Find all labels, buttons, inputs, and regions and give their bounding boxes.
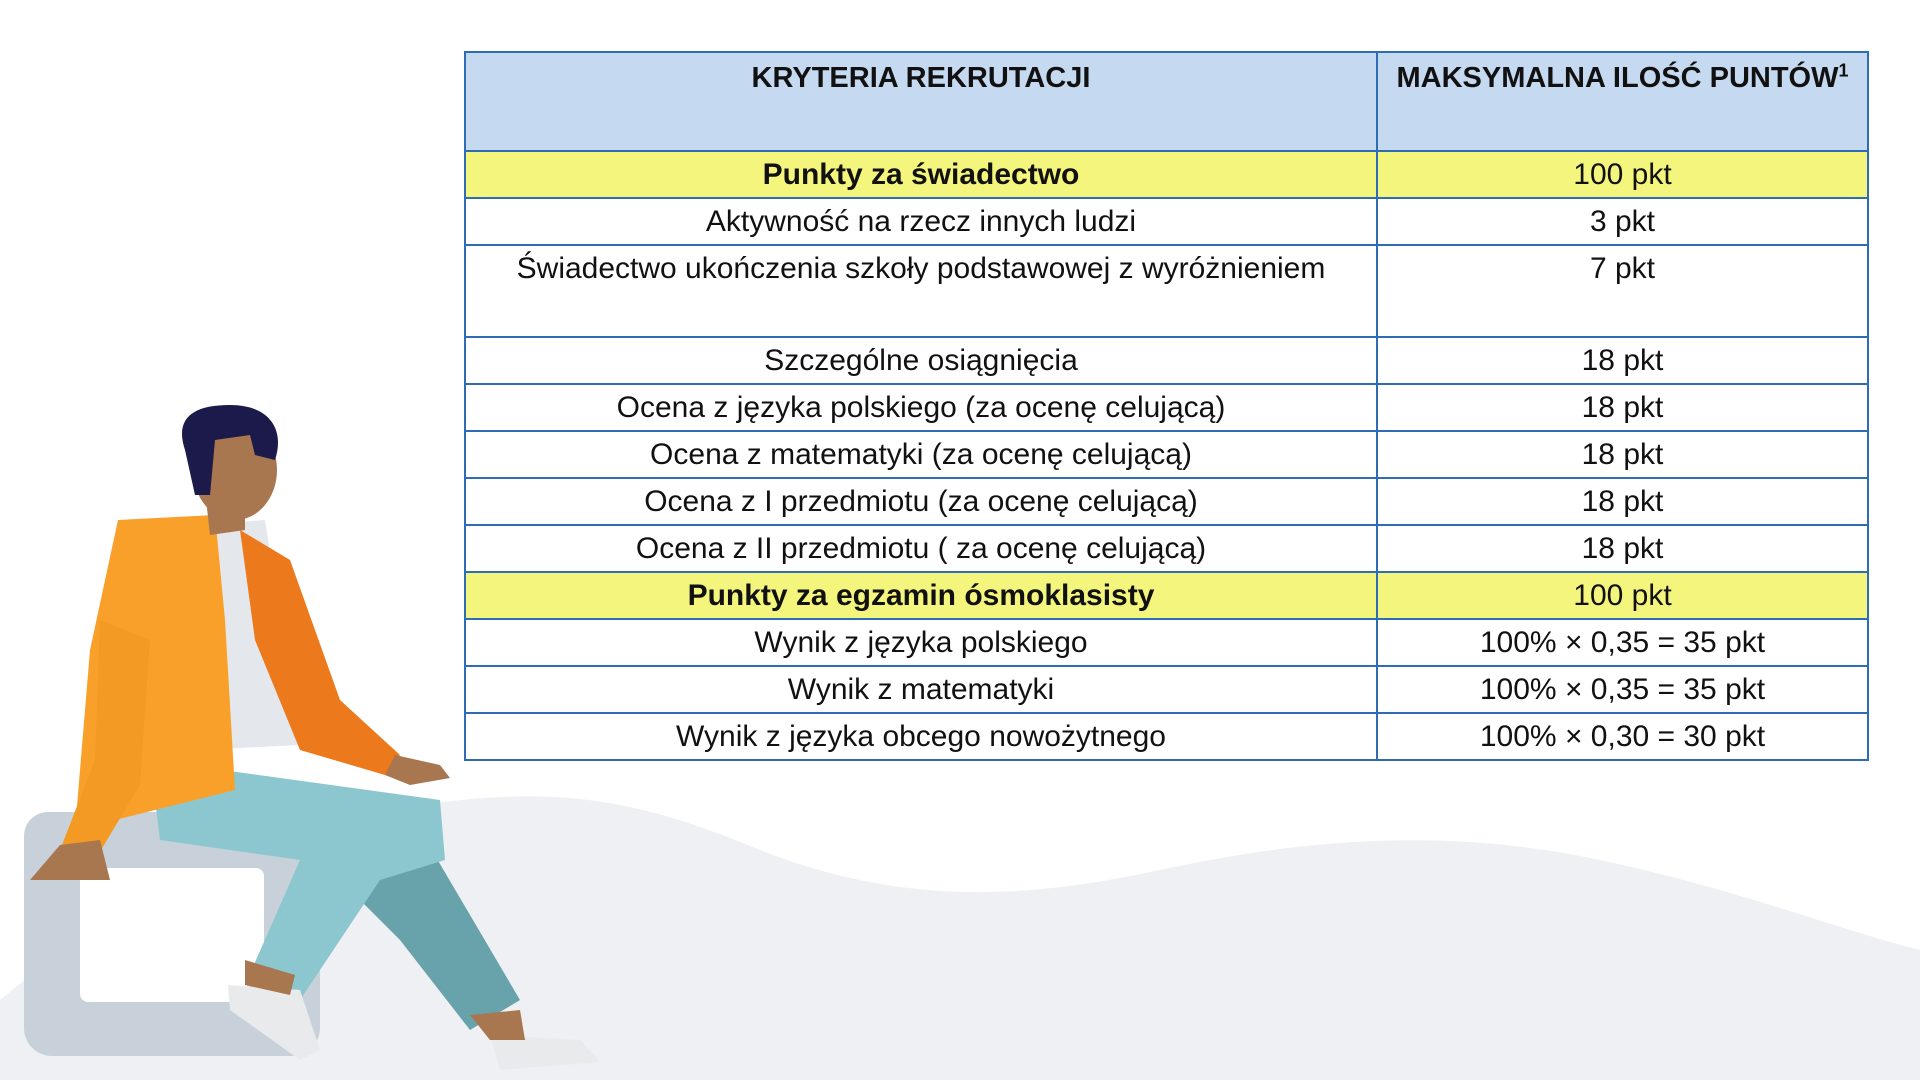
points-cell: 18 pkt bbox=[1377, 478, 1868, 525]
points-header-text: MAKSYMALNA ILOŚĆ PUNTÓW bbox=[1396, 62, 1839, 94]
criteria-cell: Ocena z II przedmiotu ( za ocenę celującą) bbox=[465, 525, 1377, 572]
table-row bbox=[465, 431, 1868, 478]
table-row bbox=[465, 666, 1868, 713]
points-cell: 100% × 0,35 = 35 pkt bbox=[1377, 619, 1868, 666]
table-row bbox=[465, 619, 1868, 666]
table-row bbox=[465, 713, 1868, 760]
table-row bbox=[465, 337, 1868, 384]
criteria-cell: Punkty za świadectwo bbox=[465, 151, 1377, 198]
criteria-cell: Wynik z języka polskiego bbox=[465, 619, 1377, 666]
points-column-header bbox=[1377, 52, 1868, 151]
points-cell: 18 pkt bbox=[1377, 431, 1868, 478]
table-row bbox=[465, 384, 1868, 431]
points-cell: 18 pkt bbox=[1377, 525, 1868, 572]
points-cell: 100 pkt bbox=[1377, 572, 1868, 619]
footnote-marker: 1 bbox=[1838, 60, 1849, 81]
table-row bbox=[465, 198, 1868, 245]
criteria-header-text: KRYTERIA REKRUTACJI bbox=[751, 62, 1091, 94]
table-row bbox=[465, 151, 1868, 198]
criteria-column-header bbox=[465, 52, 1377, 151]
points-cell: 7 pkt bbox=[1377, 245, 1868, 337]
points-cell: 100% × 0,35 = 35 pkt bbox=[1377, 666, 1868, 713]
criteria-cell: Wynik z języka obcego nowożytnego bbox=[465, 713, 1377, 760]
criteria-cell: Ocena z matematyki (za ocenę celującą) bbox=[465, 431, 1377, 478]
table-row bbox=[465, 572, 1868, 619]
table-header-row bbox=[465, 52, 1868, 151]
table-row bbox=[465, 478, 1868, 525]
points-cell: 3 pkt bbox=[1377, 198, 1868, 245]
criteria-cell: Ocena z I przedmiotu (za ocenę celującą) bbox=[465, 478, 1377, 525]
table-row bbox=[465, 525, 1868, 572]
criteria-cell: Ocena z języka polskiego (za ocenę celującą) bbox=[465, 384, 1377, 431]
criteria-cell: Świadectwo ukończenia szkoły podstawowej z wyróżnieniem bbox=[465, 245, 1377, 337]
points-cell: 18 pkt bbox=[1377, 337, 1868, 384]
table-row bbox=[465, 245, 1868, 337]
criteria-cell: Aktywność na rzecz innych ludzi bbox=[465, 198, 1377, 245]
criteria-cell: Punkty za egzamin ósmoklasisty bbox=[465, 572, 1377, 619]
criteria-cell: Wynik z matematyki bbox=[465, 666, 1377, 713]
recruitment-criteria-table-container bbox=[464, 51, 1867, 761]
recruitment-criteria-table bbox=[464, 51, 1869, 761]
criteria-cell: Szczególne osiągnięcia bbox=[465, 337, 1377, 384]
points-cell: 18 pkt bbox=[1377, 384, 1868, 431]
points-cell: 100% × 0,30 = 30 pkt bbox=[1377, 713, 1868, 760]
points-cell: 100 pkt bbox=[1377, 151, 1868, 198]
